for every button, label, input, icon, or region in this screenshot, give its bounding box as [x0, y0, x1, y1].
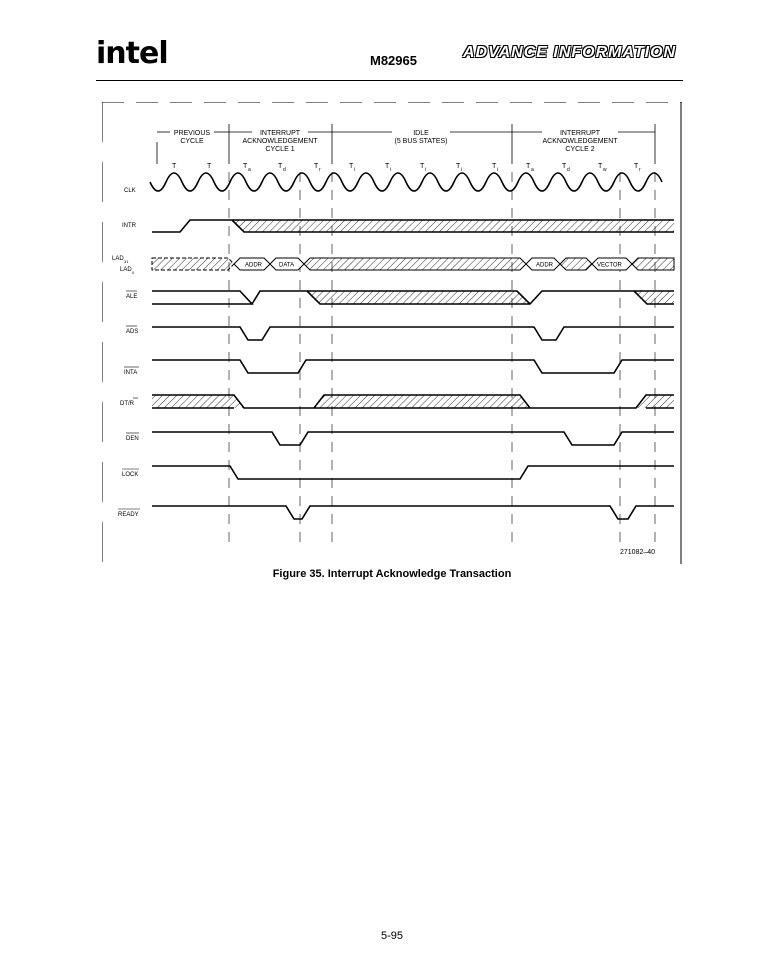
dtr-waveform — [152, 395, 674, 408]
svg-text:r: r — [639, 167, 641, 173]
svg-text:T: T — [207, 163, 212, 170]
signal-dtr — [120, 398, 138, 407]
svg-text:d: d — [283, 167, 286, 173]
inta-waveform — [152, 360, 674, 373]
svg-text:ACKNOWLEDGEMENT: ACKNOWLEDGEMENT — [542, 138, 618, 145]
state-tr-1 — [314, 163, 321, 173]
state-ti-2 — [385, 163, 391, 173]
svg-text:T: T — [598, 163, 603, 170]
signal-labels — [112, 188, 140, 518]
svg-text:31: 31 — [124, 259, 129, 264]
timing-diagram — [102, 102, 682, 564]
state-ti-1 — [349, 163, 355, 173]
svg-text:INTA: INTA — [124, 370, 138, 376]
signal-ready — [118, 509, 140, 518]
intr-waveform — [152, 220, 674, 232]
lad-waveform — [152, 258, 674, 270]
phase-previous-cycle — [174, 130, 211, 145]
svg-text:T: T — [526, 163, 531, 170]
lad-vector: VECTOR — [597, 262, 622, 269]
signal-ads — [126, 326, 138, 335]
svg-text:ACKNOWLEDGEMENT: ACKNOWLEDGEMENT — [242, 138, 318, 145]
svg-text:READY: READY — [118, 512, 139, 518]
svg-text:CYCLE 2: CYCLE 2 — [565, 146, 595, 153]
state-ta-2 — [526, 163, 534, 173]
lad-data: DATA — [279, 262, 295, 269]
ads-waveform — [152, 327, 674, 340]
state-tr-2 — [634, 163, 641, 173]
state-td-2 — [562, 163, 570, 173]
den-waveform — [152, 432, 674, 445]
svg-text:T: T — [243, 163, 248, 170]
svg-text:T: T — [562, 163, 567, 170]
svg-text:ADS: ADS — [126, 329, 139, 335]
svg-text:a: a — [531, 167, 534, 173]
svg-text:d: d — [567, 167, 570, 173]
state-t-1 — [172, 163, 177, 170]
clk-waveform — [150, 173, 662, 191]
part-number: M82965 — [370, 53, 417, 68]
header-rule — [96, 80, 683, 81]
lad-addr-1: ADDR — [245, 262, 263, 269]
lad-addr-2: ADDR — [536, 262, 554, 269]
svg-text:LOCK: LOCK — [122, 472, 139, 478]
state-ti-3 — [420, 163, 426, 173]
svg-text:a: a — [248, 167, 251, 173]
svg-text:i: i — [425, 167, 427, 173]
state-t-2 — [207, 163, 212, 170]
svg-text:T: T — [278, 163, 283, 170]
svg-text:T: T — [492, 163, 497, 170]
signal-intr: INTR — [122, 223, 136, 229]
svg-text:INTERRUPT: INTERRUPT — [559, 130, 601, 137]
state-tw — [598, 163, 607, 173]
lock-waveform — [152, 466, 674, 479]
svg-text:i: i — [390, 167, 392, 173]
svg-text:ALE: ALE — [126, 294, 138, 300]
state-td-1 — [278, 163, 286, 173]
svg-text:T: T — [172, 163, 177, 170]
advance-information-banner: ADVANCE INFORMATION — [463, 44, 677, 61]
state-ta-1 — [243, 163, 251, 173]
signal-inta — [124, 367, 139, 376]
svg-text:PREVIOUS: PREVIOUS — [173, 130, 211, 137]
ready-waveform — [152, 506, 674, 519]
signal-den — [126, 433, 139, 442]
svg-text:DEN: DEN — [126, 436, 139, 442]
svg-text:INTERRUPT: INTERRUPT — [259, 130, 301, 137]
svg-text:DT/R: DT/R — [120, 401, 134, 407]
svg-text:i: i — [461, 167, 463, 173]
svg-text:i: i — [497, 167, 499, 173]
phase-idle — [394, 130, 447, 145]
figure-reference: 271082–40 — [620, 549, 656, 556]
svg-text:0: 0 — [132, 270, 135, 275]
svg-text:w: w — [603, 167, 607, 173]
ale-waveform — [152, 291, 674, 304]
state-ti-5 — [492, 163, 498, 173]
signal-ale — [126, 291, 137, 300]
bus-state-labels — [172, 163, 641, 173]
svg-text:IDLE: IDLE — [413, 130, 429, 137]
svg-text:T: T — [314, 163, 319, 170]
phase-interrupt-ack-cycle-2 — [542, 130, 618, 153]
svg-text:T: T — [420, 163, 425, 170]
svg-text:CYCLE 1: CYCLE 1 — [265, 146, 295, 153]
svg-text:r: r — [319, 167, 321, 173]
phase-interrupt-ack-cycle-1 — [242, 130, 318, 153]
svg-text:T: T — [634, 163, 639, 170]
signal-lock — [122, 469, 139, 478]
signal-clk: CLK — [124, 188, 136, 194]
svg-text:LAD: LAD — [120, 267, 132, 273]
svg-text:T: T — [385, 163, 390, 170]
svg-text:T: T — [349, 163, 354, 170]
intel-logo: intel — [96, 36, 168, 71]
figure-caption: Figure 35. Interrupt Acknowledge Transaction — [272, 568, 512, 580]
svg-text:(5 BUS STATES): (5 BUS STATES) — [394, 138, 448, 145]
state-ti-4 — [456, 163, 462, 173]
svg-text:LAD: LAD — [112, 256, 124, 262]
signal-lad — [112, 256, 135, 275]
page-number: 5-95 — [380, 930, 404, 942]
svg-text:i: i — [354, 167, 356, 173]
svg-text:T: T — [456, 163, 461, 170]
svg-text:CYCLE: CYCLE — [180, 138, 204, 145]
